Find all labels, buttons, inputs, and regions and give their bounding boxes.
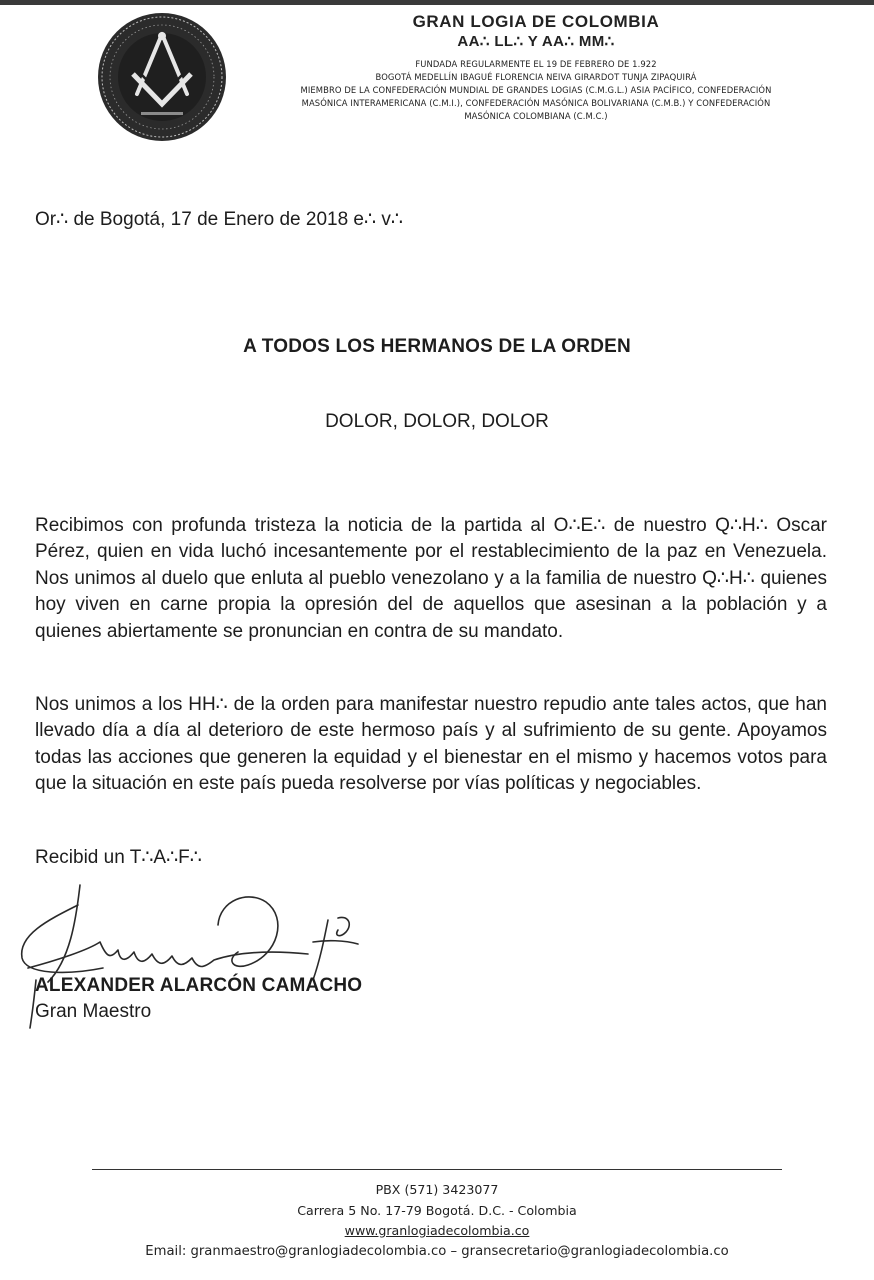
letterhead bbox=[236, 12, 836, 123]
footer-phone: PBX (571) 3423077 bbox=[375, 1182, 499, 1197]
letter-subtitle bbox=[0, 411, 874, 433]
organization-subtitle: AA∴ LL∴ Y AA∴ MM∴ bbox=[457, 33, 615, 50]
letter-date: Or∴ de Bogotá, 17 de Enero de 2018 e∴ v∴ bbox=[35, 209, 403, 230]
body-paragraph-2: Nos unimos a los HH∴ de la orden para manifestar nuestro repudio ante tales actos, que han llevado día a día al deterioro de este hermoso país y al sufrimiento de su gente. Apoyamos todas las acciones que generen la equidad y el bienestar en el mismo y hacemos votos para que la situación en este país pueda resolverse por vías políticas y negociables. bbox=[35, 694, 827, 795]
footer-email: Email: granmaestro@granlogiadecolombia.co – gransecretario@granlogiadecolombia.co bbox=[145, 1243, 729, 1259]
letter-title: A TODOS LOS HERMANOS DE LA ORDEN bbox=[243, 336, 631, 357]
top-border bbox=[0, 0, 874, 5]
letterhead-line-cities: BOGOTÁ MEDELLÍN IBAGUÉ FLORENCIA NEIVA GIRARDOT TUNJA ZIPAQUIRÁ bbox=[375, 72, 697, 82]
footer-contact bbox=[0, 1180, 874, 1262]
footer-website-link[interactable]: www.granlogiadecolombia.co bbox=[344, 1223, 530, 1238]
letterhead-line-membership-1: MIEMBRO DE LA CONFEDERACIÓN MUNDIAL DE GRANDES LOGIAS (C.M.G.L.) ASIA PACÍFICO, CONFEDERACIÓN bbox=[300, 85, 772, 95]
footer-divider bbox=[92, 1169, 782, 1170]
body-paragraph-1: Recibimos con profunda tristeza la noticia de la partida al O∴E∴ de nuestro Q∴H∴ Oscar Pérez, quien en vida luchó incesantemente por el restablecimiento de la paz en Venezuela. Nos unimos al duelo que enluta al pueblo venezolano y a la familia de nuestro Q∴H∴ quienes hoy viven en carne propia la opresión del de aquellos que asesinan a la población y a quienes abiertamente se pronuncian en contra de su mandato. bbox=[35, 515, 827, 642]
letterhead-line-founded: FUNDADA REGULARMENTE EL 19 DE FEBRERO DE 1.922 bbox=[415, 59, 657, 69]
footer-address: Carrera 5 No. 17-79 Bogotá. D.C. - Colombia bbox=[297, 1202, 577, 1218]
closing-salutation: Recibid un T∴A∴F∴ bbox=[35, 847, 202, 868]
signer-title: Gran Maestro bbox=[35, 1001, 152, 1022]
letterhead-line-membership-3: MASÓNICA COLOMBIANA (C.M.C.) bbox=[464, 111, 608, 121]
organization-name: GRAN LOGIA DE COLOMBIA bbox=[412, 12, 660, 31]
signer-name: ALEXANDER ALARCÓN CAMACHO bbox=[35, 975, 363, 996]
masonic-emblem-logo bbox=[97, 12, 227, 142]
letterhead-line-membership-2: MASÓNICA INTERAMERICANA (C.M.I.), CONFEDERACIÓN MASÓNICA BOLIVARIANA (C.M.B.) Y CONFEDERACIÓN bbox=[301, 98, 771, 108]
letter-subtitle-text: DOLOR, DOLOR, DOLOR bbox=[325, 411, 549, 432]
